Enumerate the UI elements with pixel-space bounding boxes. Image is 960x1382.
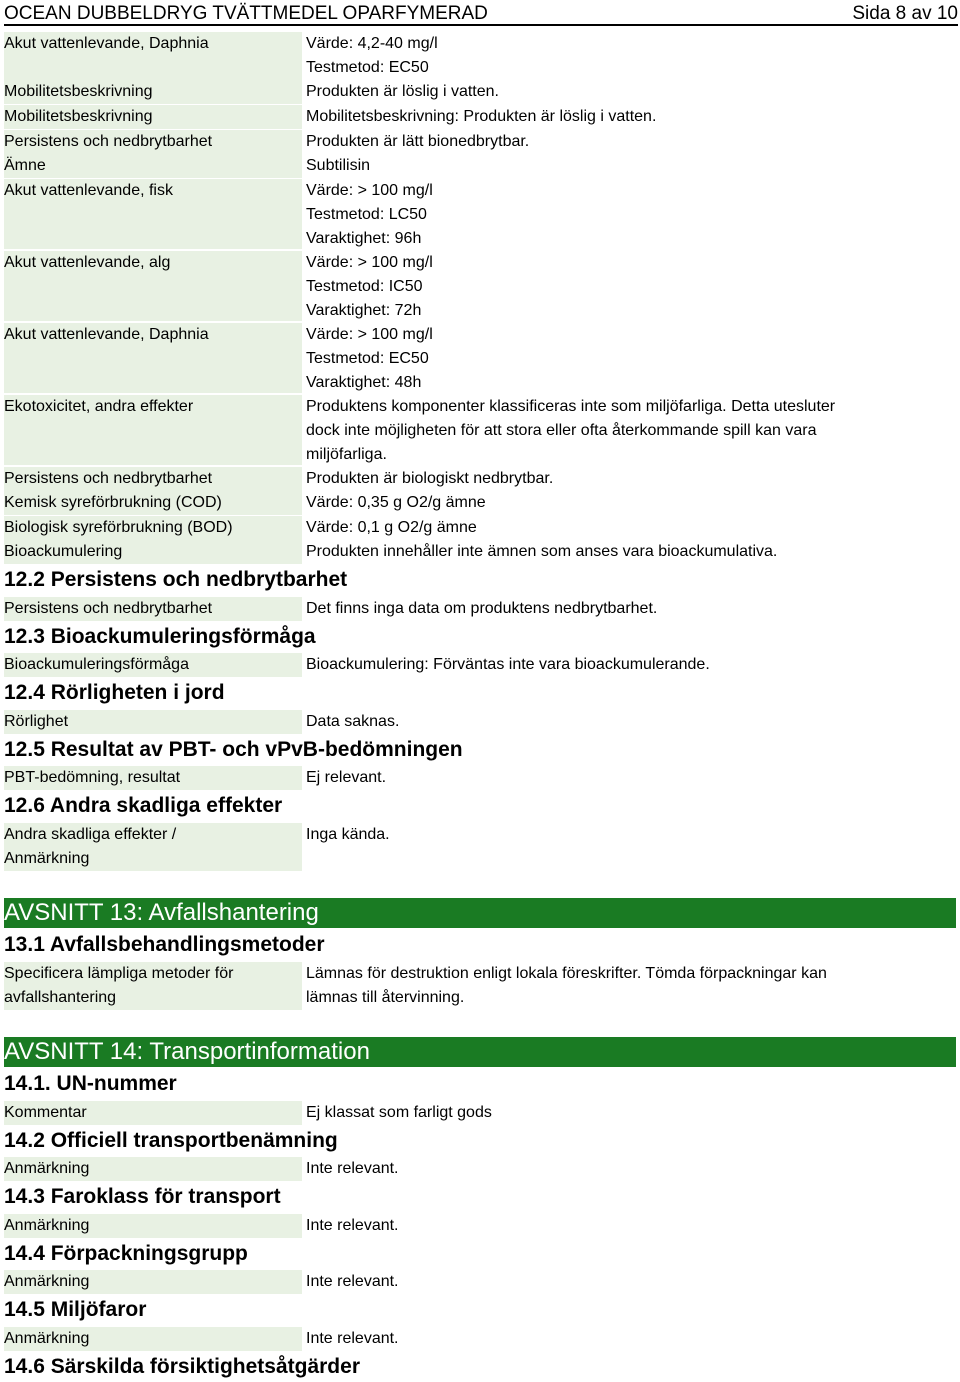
row-label: Specificera lämpliga metoder för avfallshantering [4, 962, 302, 1010]
heading-12-2: 12.2 Persistens och nedbrytbarhet [4, 568, 348, 591]
row-label: Mobilitetsbeskrivning [4, 105, 302, 129]
row-label: Akut vattenlevande, Daphnia [4, 32, 302, 80]
heading-12-5: 12.5 Resultat av PBT- och vPvB-bedömningen [4, 738, 463, 761]
row-value: Värde: 4,2-40 mg/l Testmetod: EC50 [306, 35, 438, 76]
row-label: Ekotoxicitet, andra effekter [4, 395, 302, 465]
row-value: Lämnas för destruktion enligt lokala föreskrifter. Tömda förpackningar kan lämnas till återvinning. [306, 965, 827, 1006]
heading-14-2: 14.2 Officiell transportbenämning [4, 1129, 338, 1152]
document-title: OCEAN DUBBELDRYG TVÄTTMEDEL OPARFYMERAD [4, 3, 488, 24]
row-value: Det finns inga data om produktens nedbrytbarhet. [306, 600, 658, 617]
heading-12-3: 12.3 Bioackumuleringsförmåga [4, 625, 316, 648]
row-value: Inte relevant. [306, 1273, 399, 1290]
heading-12-6: 12.6 Andra skadliga effekter [4, 794, 283, 817]
row-value: Produkten är lätt bionedbrytbar. [306, 133, 530, 150]
row-label: Persistens och nedbrytbarhet [4, 467, 302, 491]
row-value: Produkten är biologiskt nedbrytbar. [306, 470, 554, 487]
heading-14-3: 14.3 Faroklass för transport [4, 1185, 281, 1208]
heading-13-1: 13.1 Avfallsbehandlingsmetoder [4, 933, 325, 956]
row-value: Värde: 0,1 g O2/g ämne [306, 519, 477, 536]
row-label: Mobilitetsbeskrivning [4, 80, 302, 104]
row-label: Bioackumuleringsförmåga [4, 653, 302, 677]
row-value: Inga kända. [306, 826, 390, 843]
row-value: Bioackumulering: Förväntas inte vara bioackumulerande. [306, 656, 710, 673]
heading-14-4: 14.4 Förpackningsgrupp [4, 1242, 248, 1265]
row-label: Akut vattenlevande, alg [4, 251, 302, 321]
row-value: Inte relevant. [306, 1217, 399, 1234]
row-label: Rörlighet [4, 710, 302, 734]
row-label: Anmärkning [4, 1157, 302, 1181]
row-label: Ämne [4, 154, 302, 178]
row-value: Mobilitetsbeskrivning: Produkten är löslig i vatten. [306, 108, 657, 125]
row-value: Värde: > 100 mg/l Testmetod: IC50 Varaktighet: 72h [306, 254, 433, 319]
row-label: Kommentar [4, 1101, 302, 1125]
heading-14-1: 14.1. UN-nummer [4, 1072, 177, 1095]
row-label: Biologisk syreförbrukning (BOD) [4, 516, 302, 540]
row-label: Persistens och nedbrytbarhet [4, 597, 302, 621]
row-value: Ej klassat som farligt gods [306, 1104, 492, 1121]
row-label: Andra skadliga effekter / Anmärkning [4, 823, 302, 871]
row-label: Kemisk syreförbrukning (COD) [4, 491, 302, 515]
row-label: Anmärkning [4, 1327, 302, 1351]
document-header [4, 2, 958, 26]
row-label: Anmärkning [4, 1270, 302, 1294]
row-value: Inte relevant. [306, 1330, 399, 1347]
row-value: Värde: 0,35 g O2/g ämne [306, 494, 486, 511]
row-value: Värde: > 100 mg/l Testmetod: EC50 Varaktighet: 48h [306, 326, 433, 391]
row-label: Akut vattenlevande, fisk [4, 179, 302, 249]
heading-14-5: 14.5 Miljöfaror [4, 1298, 147, 1321]
row-label: PBT-bedömning, resultat [4, 766, 302, 790]
heading-14-6: 14.6 Särskilda försiktighetsåtgärder [4, 1355, 360, 1378]
page-number: Sida 8 av 10 [852, 3, 958, 24]
row-value: Subtilisin [306, 157, 371, 174]
row-label: Anmärkning [4, 1214, 302, 1238]
row-value: Data saknas. [306, 713, 400, 730]
row-value: Produkten är löslig i vatten. [306, 83, 499, 100]
row-label: Bioackumulering [4, 540, 302, 564]
row-value: Produktens komponenter klassificeras inte som miljöfarliga. Detta utesluter dock inte möjligheten för att stora eller ofta återkommande spill kan vara miljöfarliga. [306, 398, 836, 463]
row-label: Akut vattenlevande, Daphnia [4, 323, 302, 393]
row-value: Inte relevant. [306, 1160, 399, 1177]
row-value: Ej relevant. [306, 769, 387, 786]
row-value: Produkten innehåller inte ämnen som anses vara bioackumulativa. [306, 543, 778, 560]
row-value: Värde: > 100 mg/l Testmetod: LC50 Varaktighet: 96h [306, 182, 433, 247]
row-label: Persistens och nedbrytbarhet [4, 130, 302, 154]
section-13-title: AVSNITT 13: Avfallshantering [4, 898, 956, 928]
heading-12-4: 12.4 Rörligheten i jord [4, 681, 225, 704]
section-14-title: AVSNITT 14: Transportinformation [4, 1037, 956, 1067]
